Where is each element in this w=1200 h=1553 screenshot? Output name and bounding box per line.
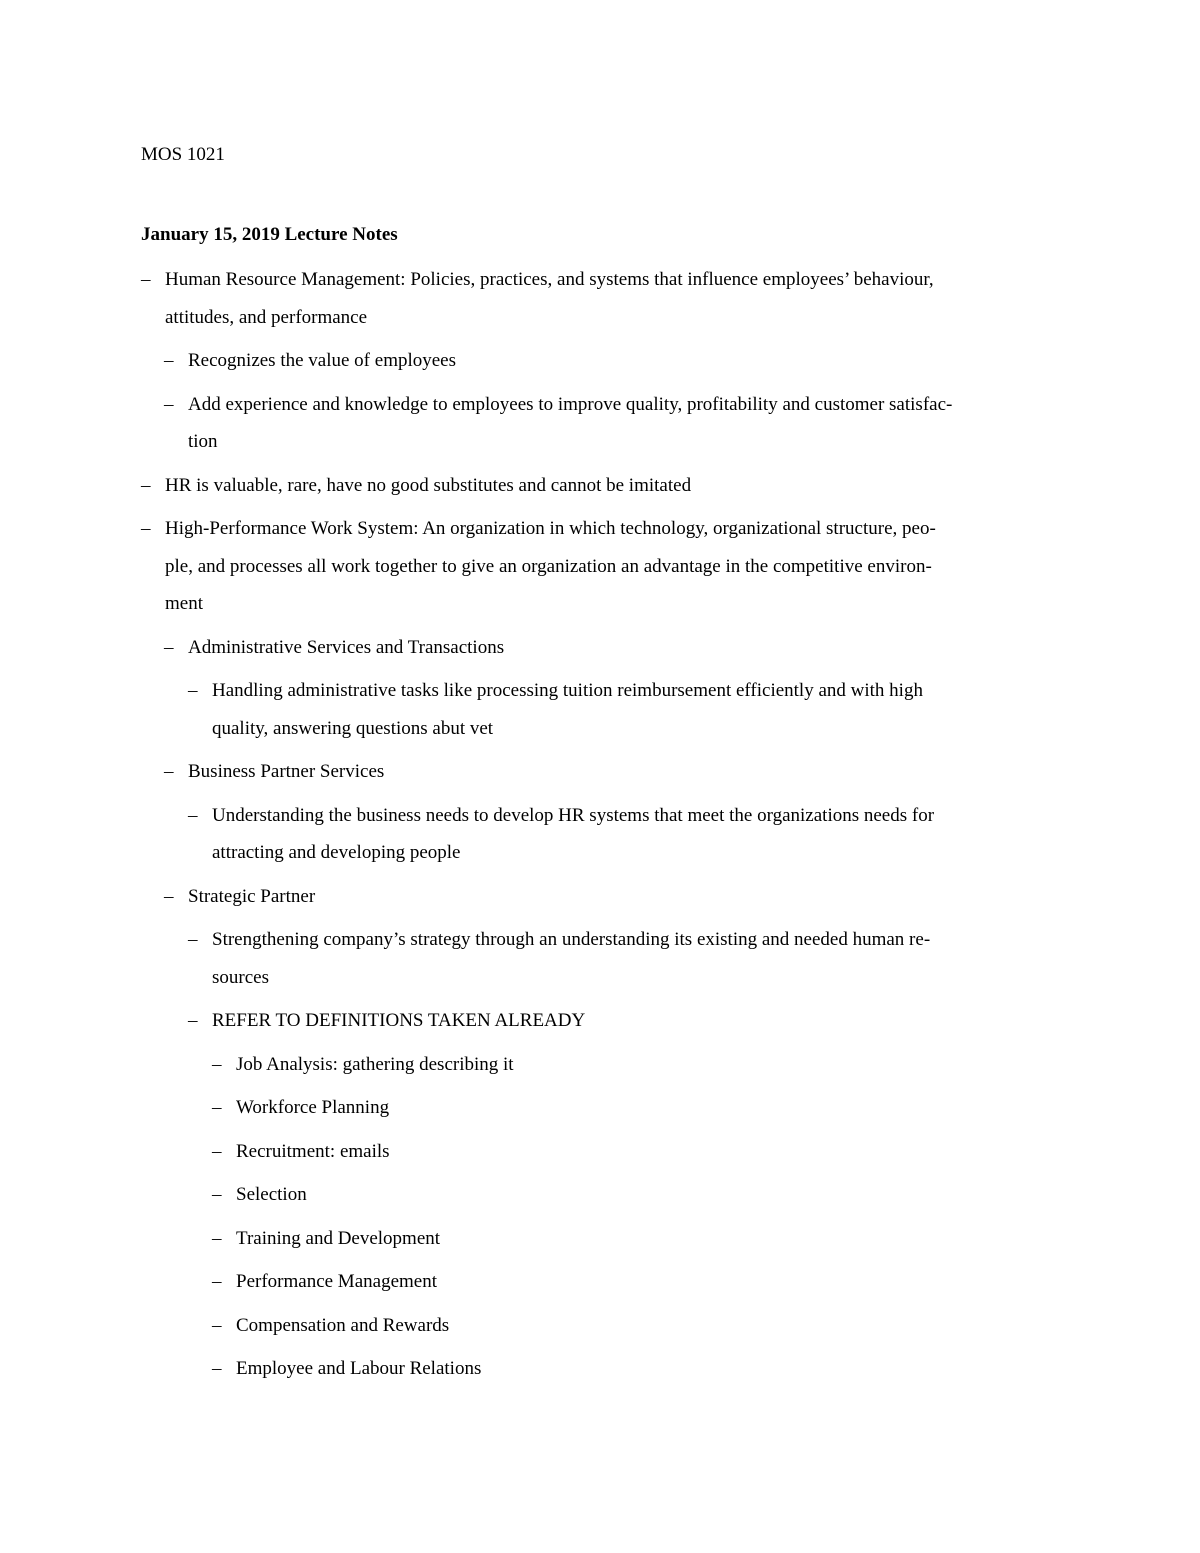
list-item [188,921,1061,996]
list-item-text: HR is valuable, rare, have no good substitutes and cannot be imitated [165,474,692,496]
bullet-dash: – [141,474,151,496]
bullet-dash: – [212,1097,222,1118]
list-item-text: Business Partner Services [188,761,385,782]
list-item [164,342,1061,380]
list-item-text: tion [188,431,218,452]
list-item-text: Job Analysis: gathering describing it [236,1053,514,1075]
list-item-text: Selection [236,1184,307,1205]
list-item [212,1220,1061,1258]
bullet-dash: – [188,804,198,826]
list-item-text: attitudes, and performance [165,306,368,328]
list-item [212,1089,1061,1127]
list-item [188,672,1061,747]
list-item [212,1133,1061,1171]
list-item-text: Performance Management [236,1271,437,1292]
list-item [141,261,1061,336]
list-item-text: sources [212,966,269,988]
bullet-dash: – [188,680,198,701]
list-item [141,467,1061,505]
list-item-text: Recognizes the value of employees [188,350,457,371]
list-item [164,753,1061,791]
bullet-dash: – [164,393,174,415]
list-item [212,1046,1061,1084]
bullet-dash: – [212,1140,222,1162]
bullet-dash: – [141,269,151,290]
bullet-dash: – [188,929,198,950]
list-item-text: Workforce Planning [236,1097,390,1118]
list-item-text: Understanding the business needs to develop HR systems that meet the organizations needs for [212,804,935,826]
lecture-heading: January 15, 2019 Lecture Notes [141,224,398,245]
bullet-dash: – [212,1184,222,1205]
list-item-text: Training and Development [236,1227,441,1249]
list-item-text: Strengthening company’s strategy through an understanding its existing and needed human re- [212,929,931,950]
notes-list [141,261,1061,1394]
list-item-text: quality, answering questions abut vet [212,717,494,739]
list-item-text: Human Resource Management: Policies, practices, and systems that influence employees’ behaviour, [165,269,934,290]
bullet-dash: – [188,1010,198,1031]
bullet-dash: – [212,1053,222,1075]
list-item-text: ment [165,593,203,614]
list-item-text: Strategic Partner [188,885,316,907]
list-item-text: Compensation and Rewards [236,1314,450,1336]
list-item-text: Add experience and knowledge to employees to improve quality, profitability and customer satisfac- [188,393,953,415]
list-item [164,629,1061,667]
list-item [212,1263,1061,1301]
bullet-dash: – [212,1271,222,1292]
list-item-text: Handling administrative tasks like processing tuition reimbursement efficiently and with high [212,680,923,701]
course-code: MOS 1021 [141,144,225,165]
bullet-dash: – [141,518,151,539]
list-item [212,1307,1061,1345]
bullet-dash: – [212,1314,222,1336]
list-item-text: ple, and processes all work together to give an organization an advantage in the competitive environ- [165,555,932,577]
list-item-text: Employee and Labour Relations [236,1358,482,1379]
bullet-dash: – [164,885,174,907]
list-item-text: attracting and developing people [212,842,461,863]
list-item-text: Administrative Services and Transactions [188,636,505,658]
list-item [212,1350,1061,1388]
bullet-dash: – [164,636,174,658]
bullet-dash: – [212,1227,222,1249]
list-item [212,1176,1061,1214]
list-item-text: High-Performance Work System: An organization in which technology, organizational structure, peo- [165,518,936,539]
list-item [188,1002,1061,1040]
bullet-dash: – [164,350,174,371]
list-item-text: REFER TO DEFINITIONS TAKEN ALREADY [212,1010,586,1031]
bullet-dash: – [164,761,174,782]
bullet-dash: – [212,1358,222,1379]
list-item [141,510,1061,623]
list-item [164,878,1061,916]
list-item [164,386,1061,461]
list-item [188,797,1061,872]
list-item-text: Recruitment: emails [236,1140,390,1162]
